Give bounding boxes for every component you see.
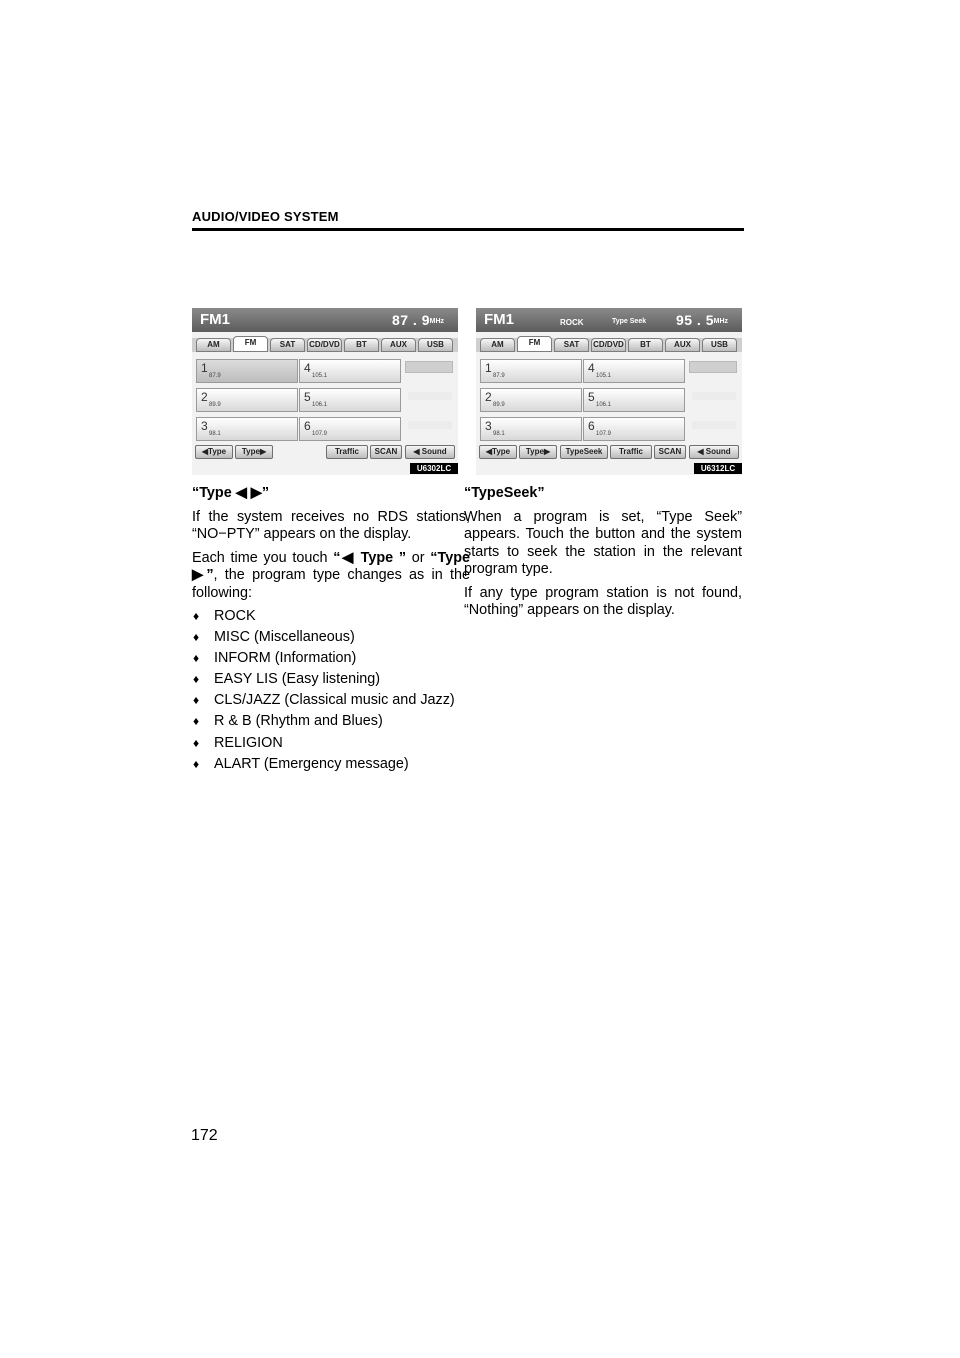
scan-button[interactable]: SCAN	[370, 445, 402, 459]
preset-frequency: 106.1	[312, 402, 328, 408]
traffic-button[interactable]: Traffic	[610, 445, 652, 459]
preset-2[interactable]	[480, 388, 582, 412]
scan-button[interactable]: SCAN	[654, 445, 686, 459]
text-run: , the program type changes as in the following:	[192, 567, 470, 601]
type-next-button[interactable]: Type▶	[519, 445, 557, 459]
band-label: FM1	[200, 311, 230, 328]
faded-region	[408, 392, 452, 400]
preset-number: 6	[304, 419, 311, 433]
faded-region	[692, 421, 736, 429]
preset-number: 6	[588, 419, 595, 433]
frequency-readout: 87 . 9	[391, 312, 430, 328]
preset-number: 4	[304, 361, 311, 375]
preset-6[interactable]	[299, 417, 401, 441]
preset-4[interactable]	[299, 359, 401, 383]
section-header	[192, 209, 744, 231]
traffic-button[interactable]: Traffic	[326, 445, 368, 459]
typeseek-paragraph: When a program is set, “Type Seek” appears. Touch the button and the system starts to seek the station in the relevant program type.	[464, 508, 742, 577]
tab-aux[interactable]: AUX	[381, 338, 416, 352]
preset-frequency: 98.1	[209, 431, 221, 437]
source-tabs	[192, 338, 458, 352]
list-item: ♦ R & B (Rhythm and Blues)	[192, 713, 470, 731]
preset-number: 1	[201, 361, 208, 375]
list-item: ♦ INFORM (Information)	[192, 650, 470, 668]
type-seek-label: Type Seek	[612, 318, 647, 325]
frequency-unit: MHz	[429, 318, 444, 325]
status-bar	[192, 308, 458, 332]
preset-2[interactable]	[196, 388, 298, 412]
section-title: AUDIO/VIDEO SYSTEM	[192, 209, 339, 224]
program-type-list	[192, 608, 470, 773]
list-item: ♦ EASY LIS (Easy listening)	[192, 671, 470, 689]
band-label: FM1	[484, 311, 514, 328]
list-item: ♦ CLS/JAZZ (Classical music and Jazz)	[192, 692, 470, 710]
text-run: or	[406, 549, 431, 566]
preset-3[interactable]	[196, 417, 298, 441]
tab-cd-dvd[interactable]: CD/DVD	[591, 338, 626, 352]
tab-cd-dvd[interactable]: CD/DVD	[307, 338, 342, 352]
tab-aux[interactable]: AUX	[665, 338, 700, 352]
menu-button[interactable]	[689, 361, 737, 373]
tab-fm[interactable]: FM	[517, 336, 552, 352]
preset-5[interactable]	[583, 388, 685, 412]
preset-frequency: 105.1	[312, 373, 328, 379]
preset-frequency: 87.9	[209, 373, 221, 379]
tab-sat[interactable]: SAT	[270, 338, 305, 352]
list-item: ♦ MISC (Miscellaneous)	[192, 629, 470, 647]
typeseek-heading: “TypeSeek”	[464, 485, 545, 501]
preset-frequency: 89.9	[493, 402, 505, 408]
tab-usb[interactable]: USB	[418, 338, 453, 352]
preset-number: 5	[304, 390, 311, 404]
tab-am[interactable]: AM	[196, 338, 231, 352]
tab-bt[interactable]: BT	[628, 338, 663, 352]
preset-1[interactable]	[480, 359, 582, 383]
list-item: ♦ ALART (Emergency message)	[192, 756, 470, 774]
type-prev-button[interactable]: ◀Type	[195, 445, 233, 459]
preset-6[interactable]	[583, 417, 685, 441]
menu-button[interactable]	[405, 361, 453, 373]
sound-button[interactable]: ◀ Sound	[689, 445, 739, 459]
preset-frequency: 106.1	[596, 402, 612, 408]
type-heading: “Type ◀ ▶”	[192, 485, 270, 501]
preset-3[interactable]	[480, 417, 582, 441]
faded-region	[692, 392, 736, 400]
source-tabs	[476, 338, 742, 352]
preset-frequency: 107.9	[596, 431, 612, 437]
preset-frequency: 87.9	[493, 373, 505, 379]
frequency-readout: 95 . 5	[675, 312, 714, 328]
preset-frequency: 107.9	[312, 431, 328, 437]
frequency-unit: MHz	[713, 318, 728, 325]
left-column	[192, 485, 470, 777]
tab-am[interactable]: AM	[480, 338, 515, 352]
figure-code: U6312LC	[694, 463, 742, 474]
preset-number: 5	[588, 390, 595, 404]
tab-bt[interactable]: BT	[344, 338, 379, 352]
sound-button[interactable]: ◀ Sound	[405, 445, 455, 459]
preset-number: 3	[485, 419, 492, 433]
preset-frequency: 89.9	[209, 402, 221, 408]
preset-number: 2	[485, 390, 492, 404]
preset-frequency: 105.1	[596, 373, 612, 379]
no-pty-paragraph: If the system receives no RDS stations, “NO−PTY” appears on the display.	[192, 508, 470, 542]
right-column	[464, 485, 742, 626]
type-next-button[interactable]: Type▶	[235, 445, 273, 459]
program-type-label: ROCK	[560, 318, 584, 327]
screen-fm-typeseek	[476, 308, 742, 475]
preset-number: 1	[485, 361, 492, 375]
status-bar	[476, 308, 742, 332]
page-number: 172	[191, 1127, 218, 1144]
faded-region	[408, 421, 452, 429]
screen-fm-type	[192, 308, 458, 475]
preset-4[interactable]	[583, 359, 685, 383]
preset-number: 2	[201, 390, 208, 404]
type-prev-reference: “◀ Type ”	[333, 549, 407, 566]
type-next-reference: “Type ▶”	[192, 549, 470, 583]
tab-fm[interactable]: FM	[233, 336, 268, 352]
preset-number: 3	[201, 419, 208, 433]
tab-sat[interactable]: SAT	[554, 338, 589, 352]
typeseek-button[interactable]: TypeSeek	[560, 445, 608, 459]
preset-frequency: 98.1	[493, 431, 505, 437]
list-item: ♦ ROCK	[192, 608, 470, 626]
preset-number: 4	[588, 361, 595, 375]
text-run: Each time you touch	[192, 549, 334, 566]
list-item: ♦ RELIGION	[192, 735, 470, 753]
nothing-paragraph: If any type program station is not found, “Nothing” appears on the display.	[464, 584, 742, 618]
preset-5[interactable]	[299, 388, 401, 412]
tab-usb[interactable]: USB	[702, 338, 737, 352]
type-change-paragraph	[192, 550, 470, 603]
figure-code: U6302LC	[410, 463, 458, 474]
preset-1[interactable]	[196, 359, 298, 383]
type-prev-button[interactable]: ◀Type	[479, 445, 517, 459]
